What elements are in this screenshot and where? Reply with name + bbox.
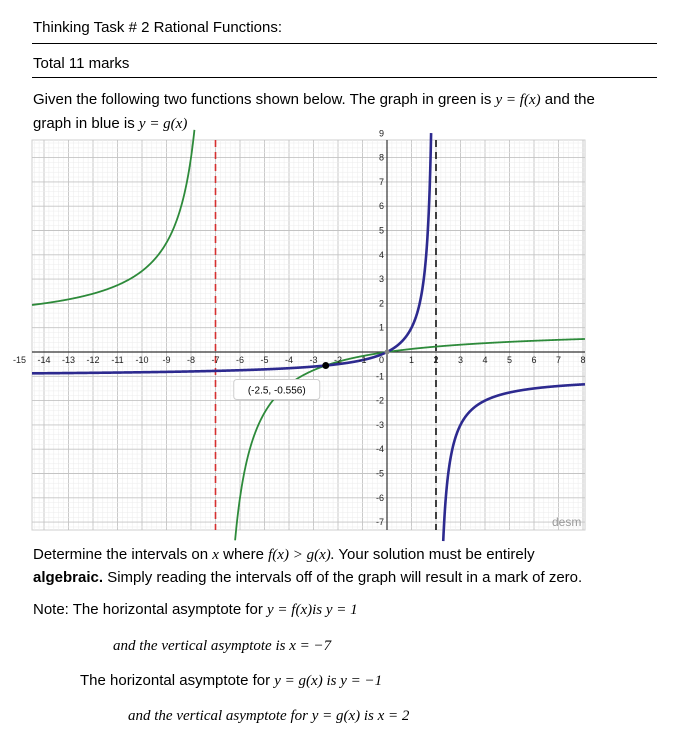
note-line (33, 601, 358, 619)
vertical-asymptote-f: and the vertical asymptote is x = −7 (113, 638, 332, 654)
point-label: (-2.5, -0.556) (247, 385, 306, 397)
function-graph (12, 128, 586, 530)
y-tick-label: 3 (378, 274, 384, 285)
x-tick-label: -10 (135, 355, 149, 365)
y-tick-label: -3 (375, 419, 384, 430)
y-tick-label: 8 (378, 152, 384, 163)
y-tick-label: -7 (375, 517, 384, 528)
x-tick-label: 3 (457, 355, 464, 365)
x-tick-label: 5 (506, 355, 513, 365)
x-tick-label: -8 (186, 355, 196, 365)
desmos-watermark: desm (552, 515, 582, 529)
x-tick-label: -11 (111, 355, 124, 365)
y-tick-label: 6 (378, 201, 384, 212)
x-tick-label: 4 (482, 355, 488, 365)
given-text-2: and the (540, 91, 595, 108)
y-tick-label: 9 (378, 128, 384, 139)
y-tick-label: 1 (378, 322, 384, 333)
divider-bottom (32, 77, 657, 78)
x-tick-label: 6 (531, 355, 537, 365)
determine-text-4: Simply reading the intervals off of the graph will result in a mark of zero. (103, 569, 583, 586)
total-marks: Total 11 marks (33, 55, 130, 72)
y-tick-label: -1 (375, 371, 384, 382)
given-text-1: Given the following two functions shown below. The graph in green is (33, 91, 496, 108)
given-math-g: y = g(x) (138, 116, 188, 132)
x-tick-label: 7 (555, 355, 562, 365)
y-tick-label: -6 (375, 492, 384, 503)
ha-g-math: y = g(x) is y = −1 (274, 673, 383, 689)
ha-g-text: The horizontal asymptote for (80, 672, 275, 689)
x-tick-label: 8 (580, 355, 586, 365)
determine-inequality: f(x) > g(x). (268, 547, 335, 563)
horizontal-asymptote-g (80, 672, 382, 690)
algebraic-bold: algebraic. (33, 569, 104, 586)
determine-text-2: where (218, 546, 269, 563)
given-math-f: y = f(x) (495, 92, 541, 108)
given-line-2 (33, 115, 187, 133)
origin-label: 0 (378, 355, 384, 365)
x-tick-label: -12 (86, 355, 100, 365)
note-text: Note: The horizontal asymptote for (33, 601, 268, 618)
x-tick-label: 1 (408, 355, 415, 365)
y-tick-label: -4 (375, 444, 384, 455)
x-tick-label: -2 (333, 355, 343, 365)
note-math-f: y = f(x)is y = 1 (267, 602, 358, 618)
given-text-3: graph in blue is (33, 115, 139, 132)
x-tick-label: -14 (37, 355, 51, 365)
x-tick-label: -4 (284, 355, 294, 365)
y-tick-label: 4 (378, 249, 384, 260)
determine-line-1 (33, 546, 535, 564)
x-tick-label: -13 (61, 355, 76, 365)
task-title: Thinking Task # 2 Rational Functions: (33, 19, 283, 36)
vertical-asymptote-g: and the vertical asymptote for y = g(x) is x = 2 (128, 708, 410, 724)
y-tick-label: 7 (378, 176, 384, 187)
x-tick-label: -15 (12, 355, 27, 365)
origin-marker (385, 350, 390, 355)
y-tick-label: -5 (375, 468, 384, 479)
x-tick-label: -9 (162, 355, 171, 365)
determine-line-2 (33, 569, 582, 587)
x-tick-label: -6 (235, 355, 245, 365)
y-tick-label: 5 (378, 225, 384, 236)
determine-text-1: Determine the intervals on (33, 546, 213, 563)
y-tick-label: -2 (375, 395, 384, 406)
grid (32, 140, 585, 530)
x-tick-label: -3 (309, 355, 318, 365)
divider-top (32, 43, 657, 44)
determine-x: x (212, 547, 219, 563)
x-tick-label: -1 (358, 355, 367, 365)
given-line-1 (33, 91, 595, 109)
y-tick-label: 2 (378, 298, 384, 309)
x-tick-label: -5 (260, 355, 269, 365)
determine-text-3: Your solution must be entirely (334, 546, 535, 563)
x-tick-label: -7 (211, 355, 220, 365)
point-marker (322, 362, 329, 369)
x-tick-label: 2 (433, 355, 439, 365)
